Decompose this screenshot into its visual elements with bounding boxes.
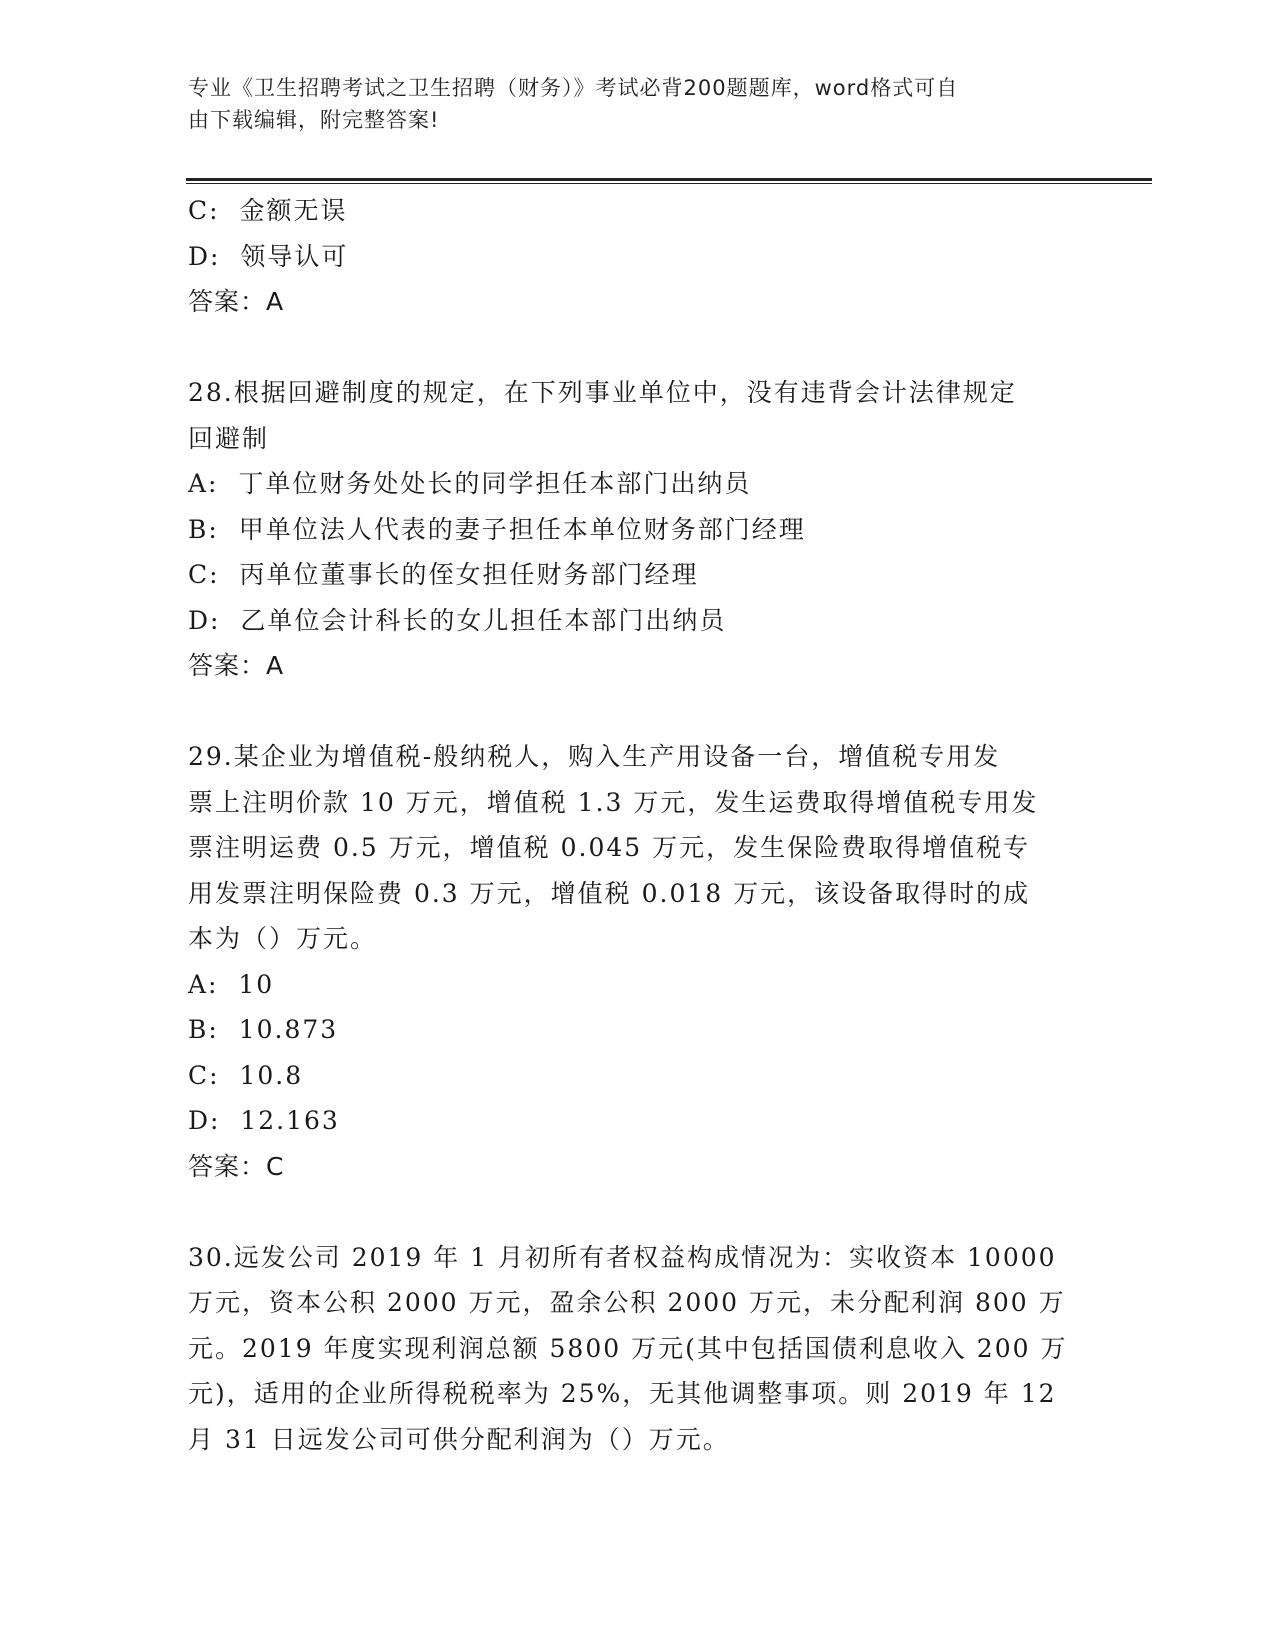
question-stem-line: 30.远发公司 2019 年 1 月初所有者权益构成情况为：实收资本 10000: [188, 1242, 1057, 1272]
question-stem-line: 28.根据回避制度的规定，在下列事业单位中，没有违背会计法律规定: [188, 378, 1017, 407]
option-d: D: 乙单位会计科长的女儿担任本部门出纳员: [188, 605, 727, 635]
header-title-line-2: 由下载编辑，附完整答案!: [188, 108, 440, 132]
question-stem-line: 月 31 日远发公司可供分配利润为（）万元。: [188, 1424, 730, 1454]
question-28: [188, 370, 1088, 689]
option-c: C: 10.8: [188, 1060, 304, 1090]
answer-line: 答案：A: [188, 287, 285, 316]
spacer: [188, 325, 1088, 371]
option-c: C: 丙单位董事长的侄女担任财务部门经理: [188, 560, 699, 589]
question-stem-line: 票上注明价款 10 万元，增值税 1.3 万元，发生运费取得增值税专用发: [188, 787, 1039, 817]
question-stem-line: 万元，资本公积 2000 万元，盈余公积 2000 万元，未分配利润 800 万: [188, 1288, 1066, 1317]
spacer: [188, 1189, 1088, 1235]
question-stem-line: 29.某企业为增值税-般纳税人，购入生产用设备一台，增值税专用发: [188, 742, 1001, 771]
question-30: [188, 1235, 1088, 1463]
question-stem-line: 本为（）万元。: [188, 924, 378, 953]
answer-line: 答案：C: [188, 1151, 285, 1181]
option-a: A: 10: [188, 969, 275, 999]
option-c: C: 金额无误: [188, 196, 348, 225]
header-rule-thin: [186, 183, 1152, 184]
prev-question-block: [188, 188, 1088, 325]
spacer: [188, 689, 1088, 735]
document-body: [188, 188, 1088, 1462]
question-stem-line: 元)，适用的企业所得税税率为 25%，无其他调整事项。则 2019 年 12: [188, 1379, 1057, 1408]
question-stem-line: 回避制: [188, 423, 270, 453]
option-b: B: 10.873: [188, 1015, 339, 1044]
page-header: [188, 72, 1068, 136]
header-title-line-1: 专业《卫生招聘考试之卫生招聘（财务）》考试必背200题题库，word格式可自: [188, 76, 959, 100]
answer-line: 答案：A: [188, 651, 285, 680]
header-rule-thick: [186, 178, 1152, 181]
question-29: [188, 734, 1088, 1189]
option-d: D: 12.163: [188, 1106, 340, 1135]
question-stem-line: 元。2019 年度实现利润总额 5800 万元(其中包括国债利息收入 200 万: [188, 1333, 1068, 1363]
option-d: D: 领导认可: [188, 241, 349, 271]
question-stem-line: 用发票注明保险费 0.3 万元，增值税 0.018 万元，该设备取得时的成: [188, 878, 1031, 908]
question-stem-line: 票注明运费 0.5 万元，增值税 0.045 万元，发生保险费取得增值税专: [188, 833, 1031, 862]
option-b: B: 甲单位法人代表的妻子担任本单位财务部门经理: [188, 514, 806, 544]
option-a: A: 丁单位财务处处长的同学担任本部门出纳员: [188, 469, 752, 498]
